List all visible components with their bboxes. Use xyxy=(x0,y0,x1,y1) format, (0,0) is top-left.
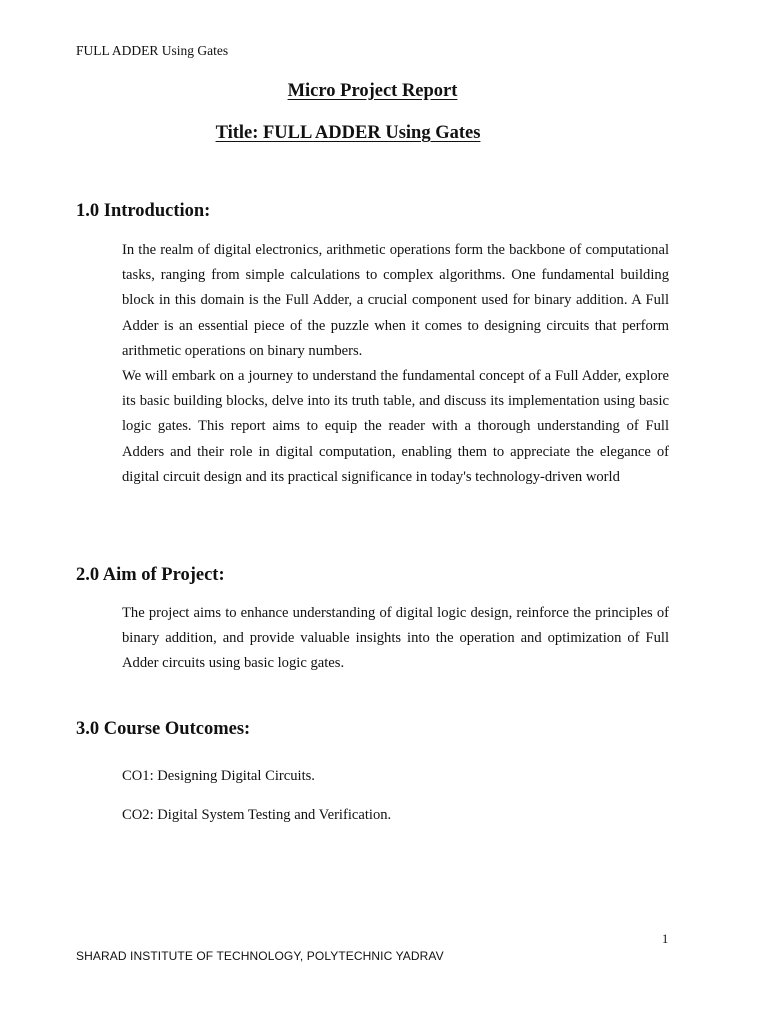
report-title: Micro Project Report xyxy=(287,81,458,101)
report-subtitle: Title: FULL ADDER Using Gates xyxy=(215,123,481,143)
course-outcome-item: CO2: Digital System Testing and Verification. xyxy=(122,807,392,823)
aim-paragraph: The project aims to enhance understanding of digital logic design, reinforce the principles of binary addition, and provide valuable insights into the operation and optimization of Full Adder circuits using basic logic gates. xyxy=(122,605,669,672)
introduction-paragraph-2: We will embark on a journey to understand the fundamental concept of a Full Adder, explore its basic building blocks, delve into its truth table, and discuss its implementation using basic logic gates. This report aims to equip the reader with a thorough understanding of Full Adders and their role in digital computation, enabling them to appreciate the elegance of digital circuit design and its practical significance in today's technology-driven world xyxy=(122,368,669,485)
running-footer: SHARAD INSTITUTE OF TECHNOLOGY, POLYTECHNIC YADRAV xyxy=(76,949,444,963)
page-number: 1 xyxy=(662,932,669,946)
introduction-heading: 1.0 Introduction: xyxy=(76,201,211,221)
introduction-paragraph-1: In the realm of digital electronics, arithmetic operations form the backbone of computational tasks, ranging from simple calculations to complex algorithms. One fundamental building block in this domain is the Full Adder, a crucial component used for binary addition. A Full Adder is an essential piece of the puzzle when it comes to designing circuits that perform arithmetic operations on binary numbers. xyxy=(122,242,669,359)
running-header: FULL ADDER Using Gates xyxy=(76,43,229,58)
course-outcomes-heading: 3.0 Course Outcomes: xyxy=(76,719,251,739)
aim-heading: 2.0 Aim of Project: xyxy=(76,565,225,585)
course-outcome-item: CO1: Designing Digital Circuits. xyxy=(122,768,315,784)
